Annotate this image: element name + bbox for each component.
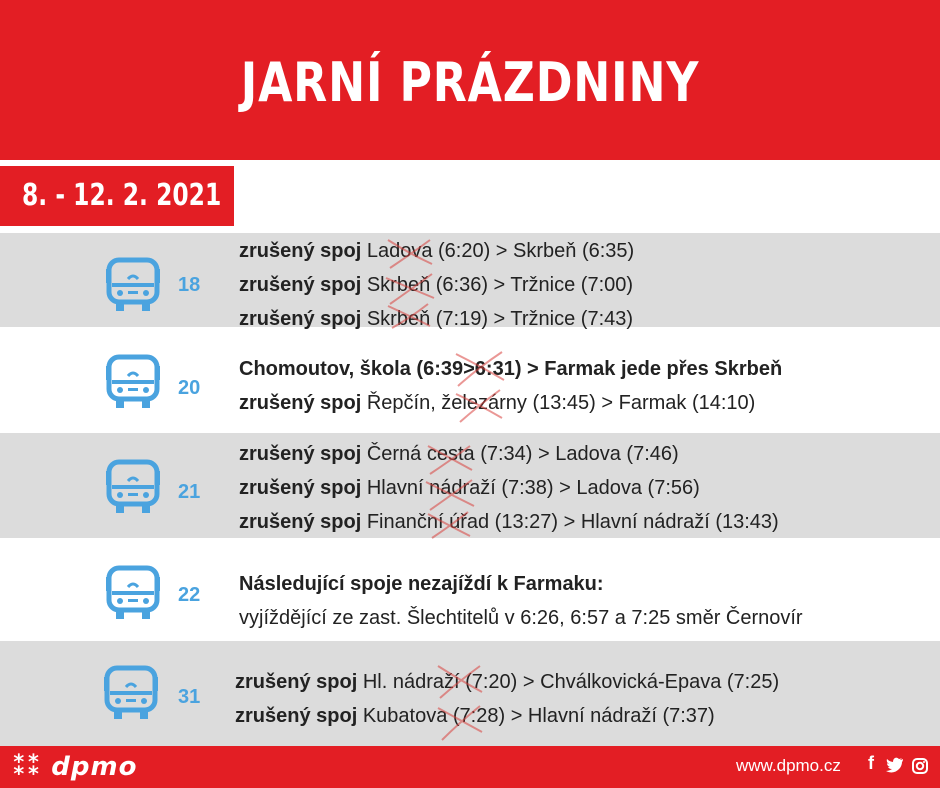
route-row-31 <box>0 641 940 746</box>
date-range: 8. - 12. 2. 2021 <box>22 178 222 213</box>
route-row-18 <box>0 233 940 330</box>
route-number: 31 <box>178 686 201 708</box>
notice-line: zrušený spoj Řepčín, železárny (13:45) > Farmak (14:10) <box>239 392 756 414</box>
bus-icon <box>104 665 158 721</box>
notice-line: zrušený spoj Hl. nádraží (7:20) > Chválkovická-Epava (7:25) <box>235 671 780 693</box>
website-link[interactable]: www.dpmo.cz <box>736 756 841 775</box>
route-31-notices <box>235 665 779 733</box>
notice-line: zrušený spoj Kubatova (7:28) > Hlavní nádraží (7:37) <box>235 705 715 727</box>
date-banner <box>0 166 234 226</box>
notice-line: zrušený spoj Černá cesta (7:34) > Ladova (7:46) <box>239 443 679 465</box>
notice-line: zrušený spoj Skrbeň (6:36) > Tržnice (7:00) <box>239 274 634 296</box>
bus-icon <box>106 459 160 515</box>
notice-line: Chomoutov, škola (6:39>6:31) > Farmak jede přes Skrbeň <box>239 358 783 380</box>
instagram-icon[interactable] <box>912 758 928 774</box>
route-number: 18 <box>178 274 201 296</box>
notice-line: zrušený spoj Ladova (6:20) > Skrbeň (6:35) <box>239 240 635 262</box>
notice-line: Následující spoje nezajíždí k Farmaku: <box>239 573 604 595</box>
route-22-notices <box>239 567 803 635</box>
notice-line: vyjíždějící ze zast. Šlechtitelů v 6:26, 6:57 a 7:25 směr Černovír <box>239 607 803 629</box>
page-title: JARNÍ PRÁZDNINY <box>240 51 700 114</box>
twitter-icon[interactable] <box>886 757 904 773</box>
route-18-notices <box>239 234 634 336</box>
route-20-notices <box>239 352 782 420</box>
dpmo-logo: ⁑⁑ dpmo <box>12 752 138 782</box>
route-row-22 <box>0 541 940 638</box>
route-row-20 <box>0 330 940 430</box>
facebook-icon[interactable]: f <box>868 753 874 773</box>
bus-icon <box>106 354 160 410</box>
route-number: 21 <box>178 481 201 503</box>
route-number: 20 <box>178 377 201 399</box>
logo-glyph-icon: ⁑⁑ <box>12 752 52 782</box>
bus-icon <box>106 257 160 313</box>
header-banner <box>0 0 940 160</box>
bus-icon <box>106 565 160 621</box>
notice-line: zrušený spoj Skrbeň (7:19) > Tržnice (7:43) <box>239 308 634 330</box>
route-number: 22 <box>178 584 201 606</box>
route-row-21 <box>0 433 940 538</box>
footer-bar <box>0 746 940 788</box>
route-21-notices <box>239 437 779 539</box>
notice-line: zrušený spoj Hlavní nádraží (7:38) > Ladova (7:56) <box>239 477 700 499</box>
notice-line: zrušený spoj Finanční úřad (13:27) > Hlavní nádraží (13:43) <box>239 511 779 533</box>
